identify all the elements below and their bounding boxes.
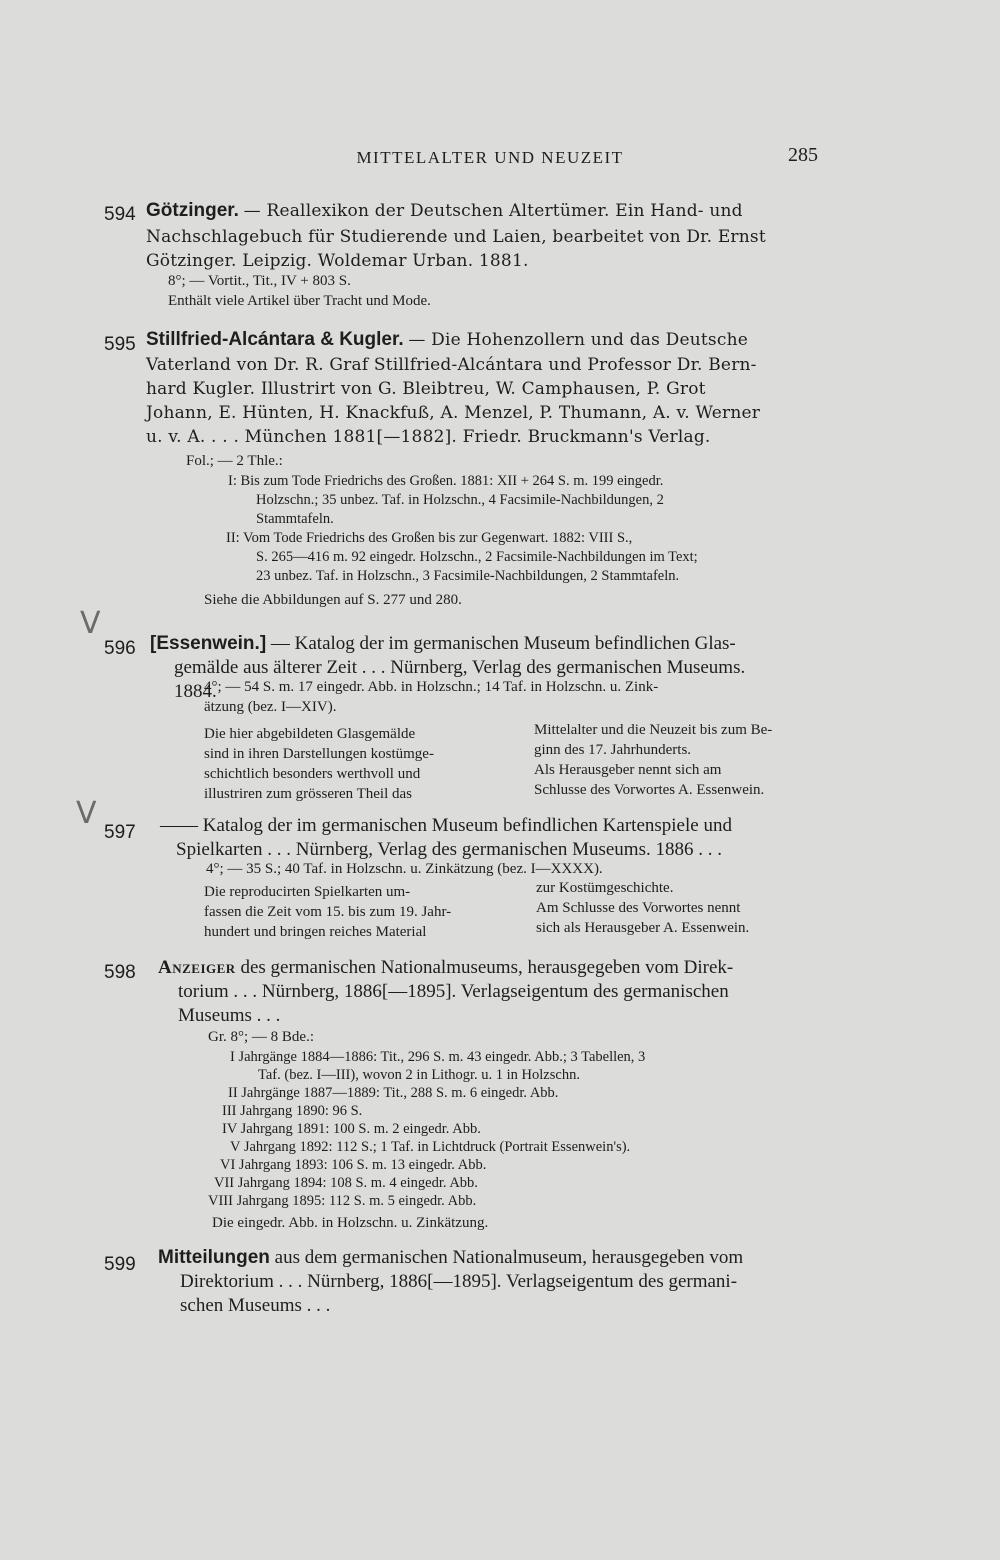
entry-note: Siehe die Abbildungen auf S. 277 und 280. <box>204 592 462 608</box>
entry-collation: Fol.; — 2 Thle.: <box>186 453 283 469</box>
entry-author: Götzinger. <box>146 200 239 221</box>
entry-number: 599 <box>104 1254 136 1275</box>
entry-title-line: aus dem germanischen Nationalmuseum, herausgegeben vom <box>274 1247 744 1268</box>
note-line: Mittelalter und die Neuzeit bis zum Be- <box>534 722 773 738</box>
volume-line: VIII Jahrgang 1895: 112 S. m. 5 eingedr. Abb. <box>208 1193 477 1209</box>
entry-number: 596 <box>104 638 136 659</box>
volume-line: Stammtafeln. <box>256 511 334 527</box>
entry-title-line: Spielkarten . . . Nürnberg, Verlag des germanischen Museums. 1886 . . . <box>176 839 722 860</box>
entry-title-line: — Die Hohenzollern und das Deutsche <box>408 330 748 350</box>
entry-title-line: Vaterland von Dr. R. Graf Stillfried-Alcántara und Professor Dr. Bern- <box>146 355 757 375</box>
volume-line: I: Bis zum Tode Friedrichs des Großen. 1881: XII + 264 S. m. 199 eingedr. <box>228 473 664 489</box>
note-column-left <box>204 724 434 804</box>
note-column-right <box>536 878 749 938</box>
note-line: Die reproducirten Spielkarten um- <box>204 884 411 900</box>
note-line: Als Herausgeber nennt sich am <box>534 762 722 778</box>
entry-author: Stillfried-Alcántara & Kugler. <box>146 329 404 350</box>
entry-title-line: Direktorium . . . Nürnberg, 1886[—1895]. Verlagseigentum des germani- <box>180 1271 738 1292</box>
entry-number: 597 <box>104 822 136 843</box>
entry-title-line: u. v. A. . . . München 1881[—1882]. Friedr. Bruckmann's Verlag. <box>146 427 711 447</box>
entry-title-line: — Reallexikon der Deutschen Altertümer. Ein Hand- und <box>243 201 743 221</box>
note-line: sich als Herausgeber A. Essenwein. <box>536 920 750 936</box>
note-line: Am Schlusse des Vorwortes nennt <box>536 900 741 916</box>
volume-line: II Jahrgänge 1887—1889: Tit., 288 S. m. 6 eingedr. Abb. <box>228 1085 559 1101</box>
entry-collation: 4°; — 54 S. m. 17 eingedr. Abb. in Holzschn.; 14 Taf. in Holzschn. u. Zink- <box>204 679 659 695</box>
volume-line: IV Jahrgang 1891: 100 S. m. 2 eingedr. Abb. <box>222 1121 481 1137</box>
entry-title-line: — Katalog der im germanischen Museum befindlichen Glas- <box>270 633 736 654</box>
entry-title-line: gemälde aus älterer Zeit . . . Nürnberg, Verlag des germanischen Museums. <box>174 657 746 678</box>
entry-number: 594 <box>104 204 136 225</box>
note-line: illustriren zum grösseren Theil das <box>204 786 413 802</box>
note-line: sind in ihren Darstellungen kostümge- <box>204 746 434 762</box>
entry-title-line: —— Katalog der im germanischen Museum befindlichen Kartenspiele und <box>160 815 732 836</box>
running-header: MITTELALTER UND NEUZEIT <box>356 148 624 167</box>
entry-note: Enthält viele Artikel über Tracht und Mode. <box>168 293 431 309</box>
page-number: 285 <box>788 144 818 166</box>
volume-line: VII Jahrgang 1894: 108 S. m. 4 eingedr. Abb. <box>214 1175 478 1191</box>
volume-line: III Jahrgang 1890: 96 S. <box>222 1103 363 1119</box>
volume-line: II: Vom Tode Friedrichs des Großen bis zur Gegenwart. 1882: VIII S., <box>226 530 633 546</box>
volume-line: Taf. (bez. I—III), wovon 2 in Lithogr. u. 1 in Holzschn. <box>258 1067 580 1083</box>
note-line: schichtlich besonders werthvoll und <box>204 766 421 782</box>
entry-collation: Gr. 8°; — 8 Bde.: <box>208 1029 314 1045</box>
check-mark-icon: V <box>76 796 97 831</box>
note-line: Schlusse des Vorwortes A. Essenwein. <box>534 782 765 798</box>
entry-title-line: des germanischen Nationalmuseums, herausgegeben vom Direk- <box>240 957 734 978</box>
volume-line: Holzschn.; 35 unbez. Taf. in Holzschn., 4 Facsimile-Nachbildungen, 2 <box>256 492 664 508</box>
entry-collation: 4°; — 35 S.; 40 Taf. in Holzschn. u. Zinkätzung (bez. I—XXXX). <box>206 861 603 877</box>
note-line: fassen die Zeit vom 15. bis zum 19. Jahr- <box>204 904 452 920</box>
entry-title-line: 1884. <box>174 681 217 702</box>
volume-line: VI Jahrgang 1893: 106 S. m. 13 eingedr. Abb. <box>220 1157 487 1173</box>
entry-title-line: Johann, E. Hünten, H. Knackfuß, A. Menzel, P. Thumann, A. v. Werner <box>146 403 761 423</box>
entry-author: [Essenwein.] <box>150 633 267 654</box>
entry-number: 598 <box>104 962 136 983</box>
note-line: zur Kostümgeschichte. <box>536 880 674 896</box>
entry-title-line: hard Kugler. Illustrirt von G. Bleibtreu, W. Camphausen, P. Grot <box>146 379 706 399</box>
note-column-right <box>534 720 772 800</box>
note-column-left <box>204 882 451 942</box>
entry-number: 595 <box>104 334 136 355</box>
entry-author: Anzeiger <box>158 957 236 978</box>
volume-line: I Jahrgänge 1884—1886: Tit., 296 S. m. 43 eingedr. Abb.; 3 Tabellen, 3 <box>230 1049 646 1065</box>
note-line: hundert und bringen reiches Material <box>204 924 427 940</box>
note-line: Die hier abgebildeten Glasgemälde <box>204 726 416 742</box>
entry-note: Die eingedr. Abb. in Holzschn. u. Zinkätzung. <box>212 1215 489 1231</box>
entry-title-line: torium . . . Nürnberg, 1886[—1895]. Verlagseigentum des germanischen <box>178 981 729 1002</box>
volume-line: V Jahrgang 1892: 112 S.; 1 Taf. in Lichtdruck (Portrait Essenwein's). <box>230 1139 631 1155</box>
entry-title-line: Nachschlagebuch für Studierende und Laien, bearbeitet von Dr. Ernst <box>146 227 766 247</box>
entry-author: Mitteilungen <box>158 1247 270 1268</box>
volume-line: S. 265—416 m. 92 eingedr. Holzschn., 2 Facsimile-Nachbildungen im Text; <box>256 549 698 565</box>
check-mark-icon: V <box>80 606 101 641</box>
entry-title-line: Götzinger. Leipzig. Woldemar Urban. 1881. <box>146 251 529 271</box>
entry-collation: ätzung (bez. I—XIV). <box>204 699 337 715</box>
note-line: ginn des 17. Jahrhunderts. <box>534 742 692 758</box>
entry-collation: 8°; — Vortit., Tit., IV + 803 S. <box>168 273 351 289</box>
volume-line: 23 unbez. Taf. in Holzschn., 3 Facsimile-Nachbildungen, 2 Stammtafeln. <box>256 568 680 584</box>
entry-title-line: schen Museums . . . <box>180 1295 331 1316</box>
entry-title-line: Museums . . . <box>178 1005 281 1026</box>
